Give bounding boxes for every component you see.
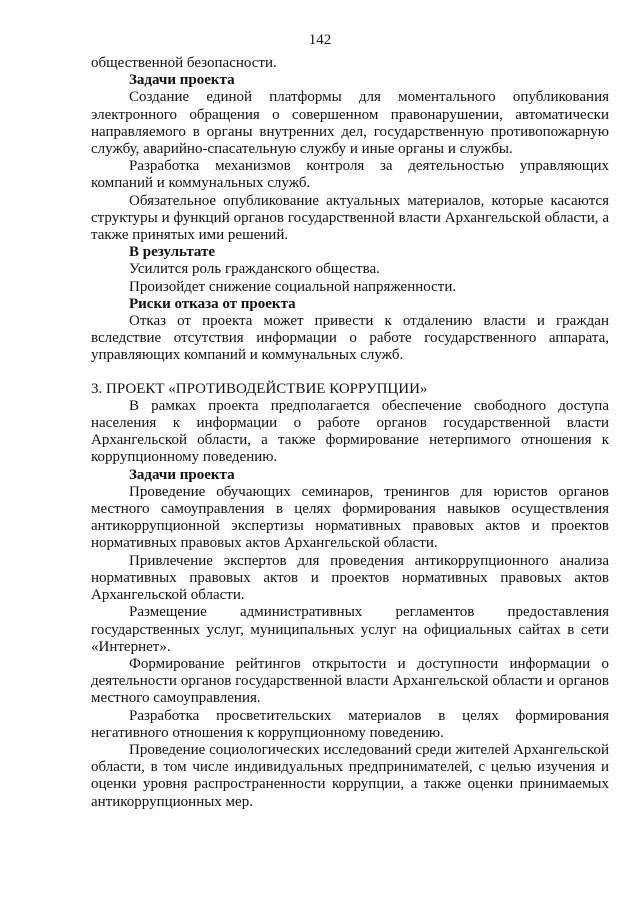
- paragraph: Проведение обучающих семинаров, тренингов для юристов органов местного самоуправления в целях формирования навыков осуществления антикоррупционной экспертизы нормативных правовых актов и проектов нормативных правовых актов Архангельской области.: [91, 483, 609, 552]
- paragraph: общественной безопасности.: [91, 55, 277, 71]
- paragraph: Разработка механизмов контроля за деятельностью управляющих компаний и коммунальных служб.: [91, 158, 609, 192]
- section-heading: 3. ПРОЕКТ «ПРОТИВОДЕЙСТВИЕ КОРРУПЦИИ»: [91, 380, 428, 397]
- paragraph: Обязательное опубликование актуальных материалов, которые касаются структуры и функций органов государственной власти Архангельской области, а также принятых ими решений.: [91, 192, 609, 244]
- paragraph: Произойдет снижение социальной напряженности.: [129, 278, 457, 295]
- paragraph: Размещение административных регламентов предоставления государственных услуг, муниципальных услуг на официальных сайтах в сети «Интернет».: [91, 604, 609, 655]
- document-body: [91, 55, 609, 811]
- paragraph: Формирование рейтингов открытости и доступности информации о деятельности органов государственной власти Архангельской области и органов местного самоуправления.: [91, 655, 609, 707]
- paragraph: Отказ от проекта может привести к отдалению власти и граждан вследствие отсутствия информации о работе государственного аппарата, управляющих компаний и коммунальных служб.: [91, 313, 609, 364]
- paragraph: Создание единой платформы для моментального опубликования электронного обращения о совершенном правонарушении, автоматически направляемого в органы внутренних дел, государственную противопожарную службу, аварийно-спасательную службу и иные органы и службы.: [91, 89, 609, 158]
- page-number: 142: [308, 32, 332, 48]
- section-subheading: Задачи проекта: [129, 72, 235, 89]
- paragraph: Проведение социологических исследований среди жителей Архангельской области, в том числе индивидуальных предпринимателей, с целью изучения и оценки уровня распространенности коррупции, а также оценки принимаемых антикоррупционных мер.: [91, 741, 609, 810]
- paragraph: Усилится роль гражданского общества.: [129, 261, 380, 278]
- section-subheading: Риски отказа от проекта: [129, 295, 296, 312]
- paragraph: Разработка просветительских материалов в целях формирования негативного отношения к коррупционному поведению.: [91, 707, 609, 741]
- paragraph: Привлечение экспертов для проведения антикоррупционного анализа нормативных правовых актов и проектов нормативных правовых актов Архангельской области.: [91, 552, 609, 604]
- paragraph: В рамках проекта предполагается обеспечение свободного доступа населения к информации о работе органов государственной власти Архангельской области, а также формирование нетерпимого отношения к коррупционному поведению.: [91, 397, 609, 466]
- section-subheading: Задачи проекта: [129, 466, 235, 483]
- section-subheading: В результате: [129, 244, 216, 261]
